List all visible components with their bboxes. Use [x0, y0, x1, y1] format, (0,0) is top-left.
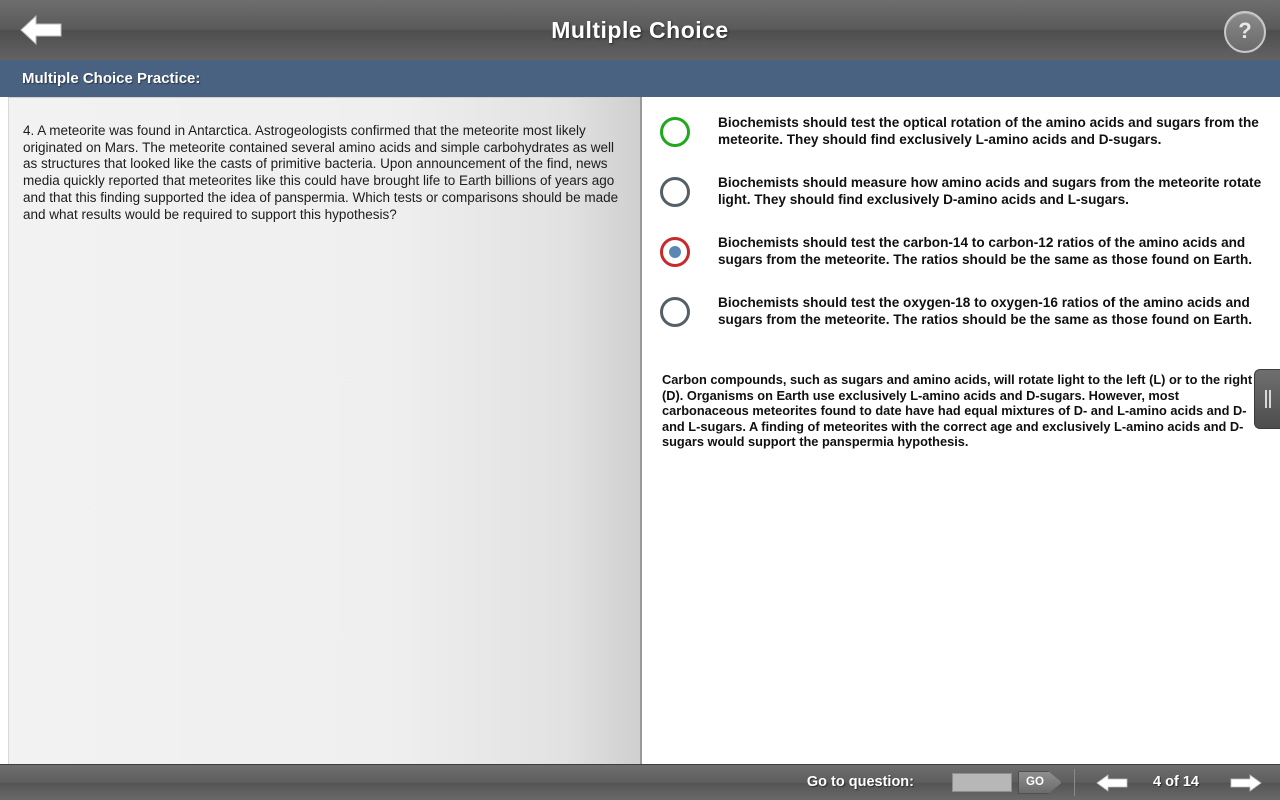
choice-label-3: Biochemists should test the carbon-14 to carbon-12 ratios of the amino acids and sugars from the meteorite. The ratios should be the same as those found on Earth. — [718, 235, 1253, 267]
bottom-bar — [0, 764, 1280, 800]
go-button[interactable] — [1018, 771, 1062, 794]
go-button-label: GO — [1026, 776, 1044, 788]
radio-button-2[interactable] — [660, 177, 690, 207]
choice-label-2: Biochemists should measure how amino acids and sugars from the meteorite rotate light. They should find exclusively D-amino acids and L-sugars. — [718, 175, 1262, 207]
goto-question-input[interactable] — [952, 773, 1012, 792]
choice-label-4: Biochemists should test the oxygen-18 to oxygen-16 ratios of the amino acids and sugars from the meteorite. The ratios should be the same as those found on Earth. — [718, 295, 1253, 327]
help-button[interactable]: ? — [1224, 11, 1266, 53]
goto-question-label: Go to question: — [806, 774, 914, 790]
sub-header — [0, 60, 1280, 98]
question-text: 4. A meteorite was found in Antarctica. Astrogeologists confirmed that the meteorite most likely originated on Mars. The meteorite contained several amino acids and simple carbohydrates as well as structures that looked like the casts of primitive bacteria. Upon announcement of the find, news media quickly reported that meteorites like this could have brought life to Earth billions of years ago and that this finding supported the idea of panspermia. Which tests or comparisons should be made and what results would be required to support this hypothesis? — [23, 123, 619, 222]
page-indicator: 4 of 14 — [1153, 774, 1199, 790]
radio-button-1[interactable] — [660, 117, 690, 147]
grip-icon — [1264, 390, 1272, 408]
top-bar — [0, 0, 1280, 61]
right-arrow-icon — [1230, 774, 1262, 792]
left-arrow-icon — [1096, 774, 1128, 792]
content-area — [0, 97, 1280, 765]
radio-button-3[interactable] — [660, 237, 690, 267]
previous-question-button[interactable] — [1096, 774, 1128, 792]
practice-label: Multiple Choice Practice: — [22, 70, 201, 87]
page-title: Multiple Choice — [551, 17, 729, 43]
footer-divider — [1074, 769, 1075, 796]
explanation-text: Carbon compounds, such as sugars and amino acids, will rotate light to the left (L) or to the right (D). Organisms on Earth use exclusively L-amino acids and D-sugars. However, most carbonaceous meteorites found to date have had equal mixtures of D- and L-amino acids and D- and L-sugars. A finding of meteorites with the correct age and exclusively L-amino acids and D-sugars would support the panspermia hypothesis. — [662, 372, 1253, 450]
next-question-button[interactable] — [1230, 774, 1262, 792]
question-pane — [8, 97, 640, 765]
side-panel-handle[interactable] — [1254, 369, 1280, 429]
answers-pane — [642, 97, 1280, 765]
choice-label-1: Biochemists should test the optical rotation of the amino acids and sugars from the meteorite. They should find exclusively L-amino acids and D-sugars. — [718, 115, 1259, 147]
radio-button-4[interactable] — [660, 297, 690, 327]
